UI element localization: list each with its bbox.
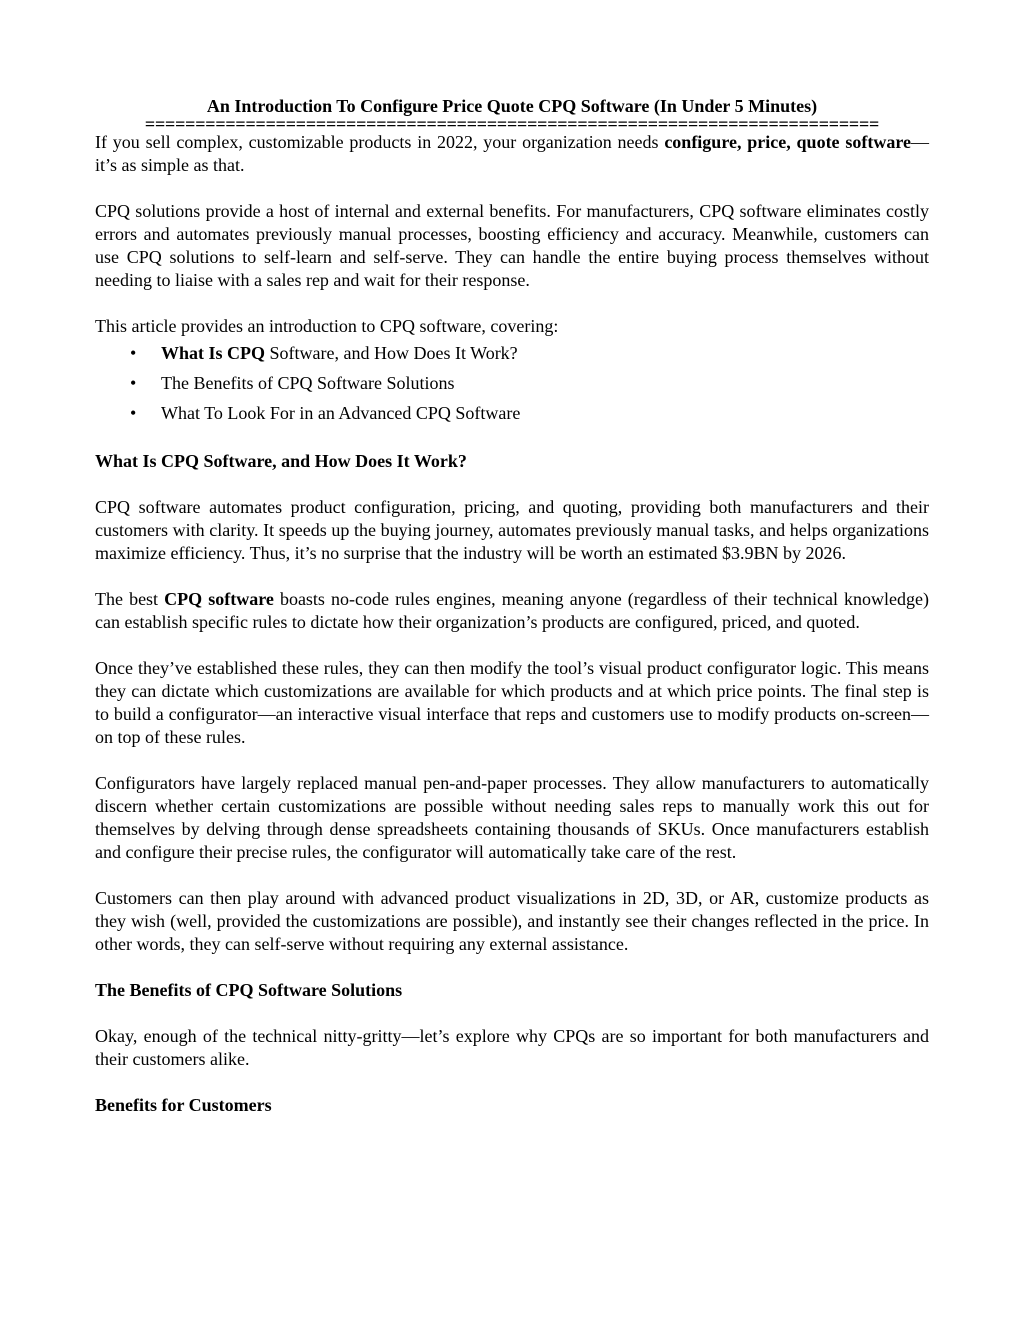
section-heading-what-is-cpq: What Is CPQ Software, and How Does It Work? (95, 451, 467, 471)
bullet-icon: • (130, 403, 137, 423)
section1-p2-bold-link[interactable]: CPQ software (164, 589, 274, 609)
document-title: An Introduction To Configure Price Quote CPQ Software (In Under 5 Minutes) (206, 96, 818, 116)
toc-list (95, 338, 929, 428)
intro-paragraph-1 (95, 131, 929, 177)
document-page (95, 95, 929, 1117)
intro-paragraph-2: CPQ solutions provide a host of internal and external benefits. For manufacturers, CPQ software eliminates costly errors and automates previously manual processes, boosting efficiency and accuracy. Meanwhile, customers can use CPQ solutions to self-learn and self-serve. They can handle the entire buying process themselves without needing to liaise with a sales rep and wait for their response. (95, 201, 929, 290)
section-heading-benefits: The Benefits of CPQ Software Solutions (95, 980, 403, 1000)
intro-p1-text: If you sell complex, customizable products in 2022, your organization needs (95, 132, 665, 152)
intro-p1-text-end: —it’s as simple as that. (95, 132, 929, 175)
intro-p1-bold-link[interactable]: configure, price, quote software (664, 132, 911, 152)
toc-item-1-bold: What Is CPQ (161, 343, 266, 363)
bullet-icon: • (130, 373, 137, 393)
toc-item-1-text: Software, and How Does It Work? (265, 343, 518, 363)
section1-paragraph-4: Configurators have largely replaced manual pen-and-paper processes. They allow manufacturers to automatically discern whether certain customizations are possible without needing sales reps to manually work this out for themselves by delving through dense spreadsheets containing thousands of SKUs. Once manufacturers establish and configure their precise rules, the configurator will automatically take care of the rest. (95, 773, 929, 862)
section1-p2-text: The best (95, 589, 165, 609)
section1-paragraph-2 (95, 588, 929, 634)
section1-p2-text-end: boasts no-code rules engines, meaning anyone (regardless of their technical knowledge) can establish specific rules to dictate how their organization’s products are configured, priced, and quoted. (95, 589, 929, 632)
section1-paragraph-5: Customers can then play around with advanced product visualizations in 2D, 3D, or AR, customize products as they wish (well, provided the customizations are possible), and instantly see their changes reflected in the price. In other words, they can self-serve without requiring any external assistance. (95, 888, 929, 954)
bullet-icon: • (130, 343, 137, 363)
title-underline-rule: ========================================================================= (144, 117, 880, 131)
section2-paragraph-1: Okay, enough of the technical nitty-gritty—let’s explore why CPQs are so important for both manufacturers and their customers alike. (95, 1026, 929, 1069)
section1-paragraph-1: CPQ software automates product configuration, pricing, and quoting, providing both manufacturers and their customers with clarity. It speeds up the buying journey, automates previously manual tasks, and helps organizations maximize efficiency. Thus, it’s no surprise that the industry will be worth an estimated $3.9BN by 2026. (95, 497, 929, 563)
intro-paragraph-3: This article provides an introduction to CPQ software, covering: (95, 316, 559, 336)
subheading-benefits-for-customers: Benefits for Customers (95, 1095, 272, 1115)
toc-item-what-to-look-for[interactable] (95, 398, 929, 428)
toc-item-what-is-cpq[interactable] (95, 338, 929, 368)
section1-paragraph-3: Once they’ve established these rules, they can then modify the tool’s visual product configurator logic. This means they can dictate which customizations are available for which products and at which price points. The final step is to build a configurator—an interactive visual interface that reps and customers use to modify products on-screen—on top of these rules. (95, 658, 929, 747)
toc-item-2-text: The Benefits of CPQ Software Solutions (161, 373, 455, 393)
toc-item-benefits[interactable] (95, 368, 929, 398)
toc-item-3-text: What To Look For in an Advanced CPQ Software (161, 403, 521, 423)
